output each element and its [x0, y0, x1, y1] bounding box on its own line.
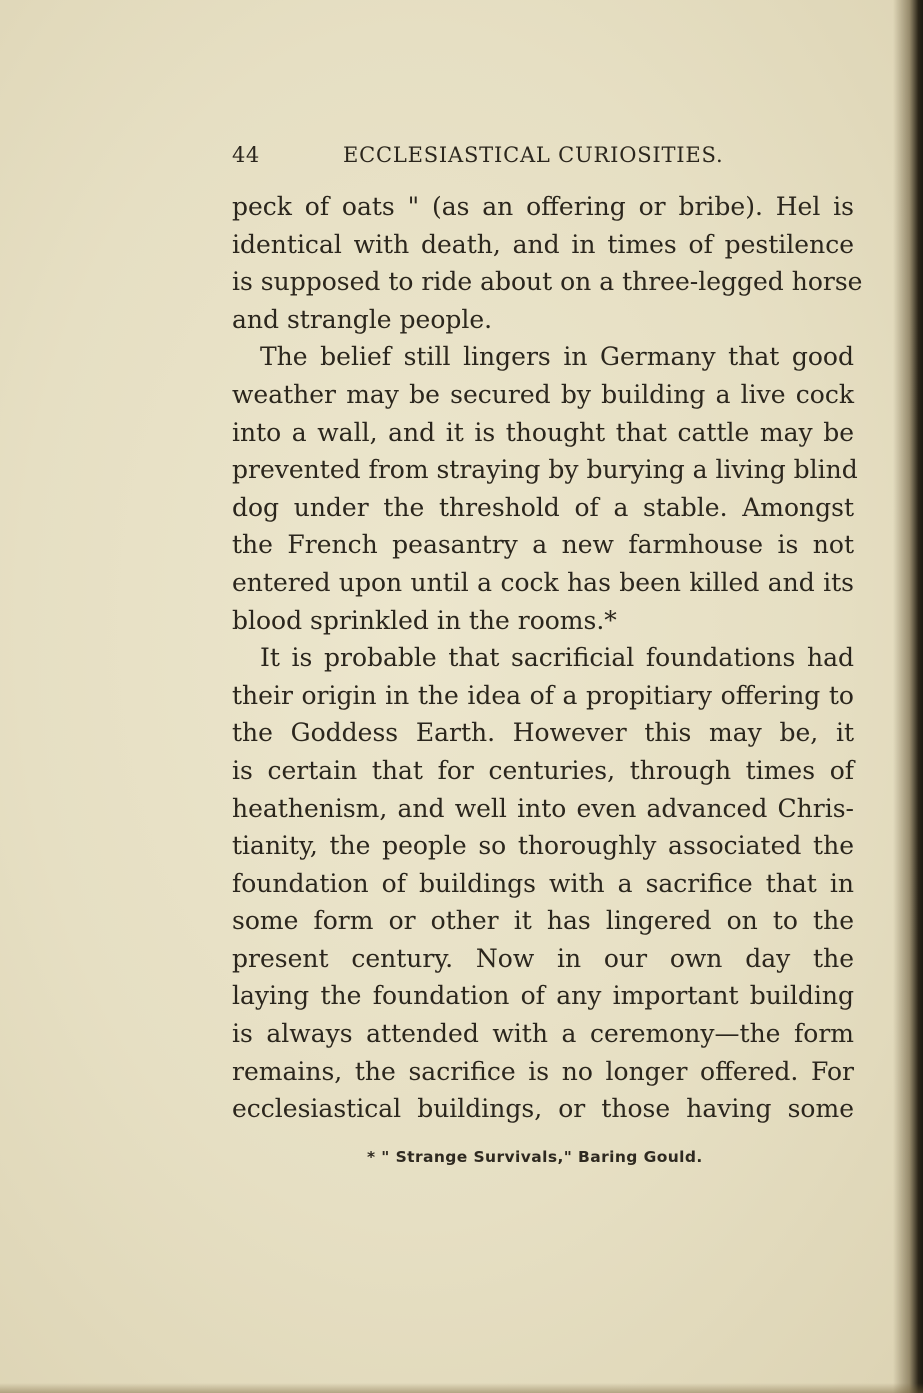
text-line: heathenism, and well into even advanced Chris- — [232, 793, 854, 823]
text-line: tianity, the people so thoroughly associated the — [232, 831, 854, 861]
text-line: peck of oats " (as an offering or bribe). Hel is — [232, 192, 854, 221]
text-line: It is probable that sacrificial foundations had — [260, 643, 854, 673]
body-text — [232, 188, 863, 1128]
text-line: present century. Now in our own day the — [232, 943, 854, 973]
text-line: remains, the sacrifice is no longer offered. For — [232, 1056, 854, 1086]
text-line: and strangle people. — [232, 304, 493, 334]
text-line: is always attended with a ceremony—the form — [232, 1019, 854, 1049]
text-line: ecclesiastical buildings, or those having some — [232, 1094, 854, 1124]
text-line: prevented from straying by burying a living blind — [232, 455, 858, 485]
text-line: The belief still lingers in Germany that good — [260, 342, 854, 372]
page-binding-edge — [893, 0, 923, 1393]
page-number: 44 — [232, 143, 260, 167]
text-line: blood sprinkled in the rooms.* — [232, 605, 617, 635]
text-line: their origin in the idea of a propitiary offering to — [232, 680, 854, 710]
text-line: laying the foundation of any important building — [232, 981, 854, 1011]
footnote: * " Strange Survivals," Baring Gould. — [367, 1148, 703, 1166]
running-head — [232, 143, 852, 173]
text-line: dog under the threshold of a stable. Amongst — [232, 492, 854, 522]
text-line: into a wall, and it is thought that cattle may be — [232, 417, 854, 447]
running-title: ECCLESIASTICAL CURIOSITIES. — [343, 143, 724, 167]
text-line: is supposed to ride about on a three-legged horse — [232, 267, 863, 297]
text-line: identical with death, and in times of pestilence — [232, 229, 854, 259]
text-line: the Goddess Earth. However this may be, it — [232, 718, 854, 748]
page-bottom-edge — [0, 1383, 923, 1393]
text-line: entered upon until a cock has been killed and its — [232, 567, 854, 597]
text-line: weather may be secured by building a live cock — [232, 379, 854, 409]
text-line: some form or other it has lingered on to the — [232, 906, 854, 936]
text-line: the French peasantry a new farmhouse is not — [232, 530, 854, 560]
text-line: foundation of buildings with a sacrifice that in — [232, 868, 854, 898]
text-line: is certain that for centuries, through times of — [232, 755, 854, 785]
